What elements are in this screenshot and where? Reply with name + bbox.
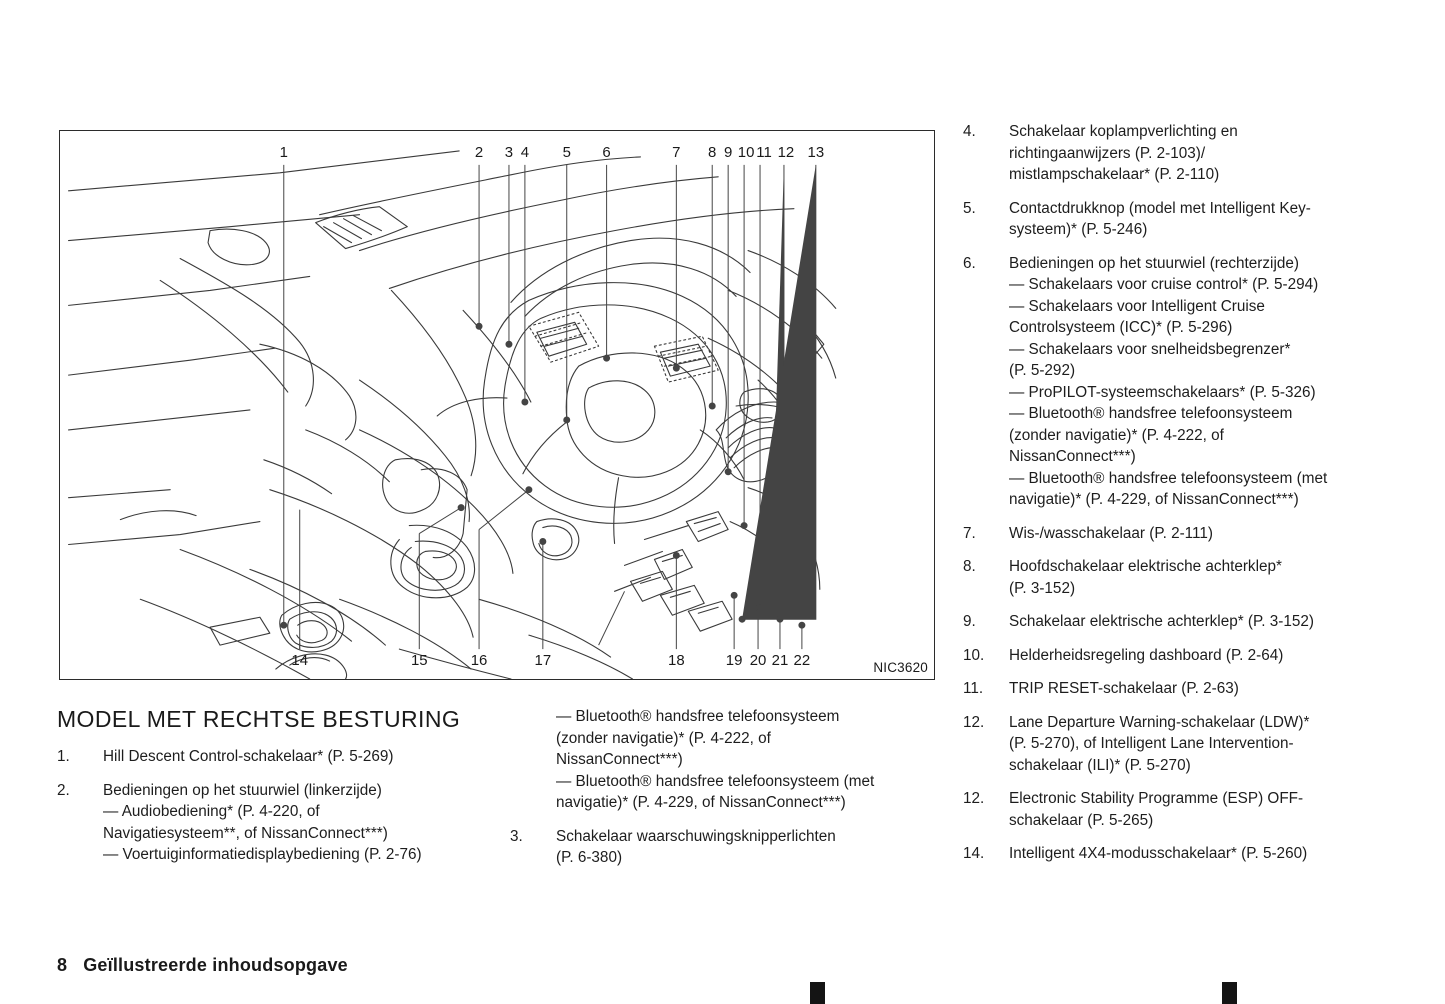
list-item xyxy=(57,746,487,768)
callout-number-10: 10 xyxy=(737,143,755,161)
item-text xyxy=(1009,253,1395,511)
callout-number-5: 5 xyxy=(562,143,571,161)
illustration-figure xyxy=(59,130,935,680)
item-text xyxy=(1009,198,1395,241)
item-text xyxy=(1009,523,1395,545)
callout-number-22: 22 xyxy=(793,652,811,670)
callout-number-1: 1 xyxy=(279,143,288,161)
item-line: NissanConnect***) xyxy=(1009,448,1136,465)
callout-number-3: 3 xyxy=(504,143,514,161)
item-line: (P. 3-152) xyxy=(1009,579,1076,597)
item-line: — Schakelaars voor Intelligent Cruise xyxy=(1009,297,1265,315)
item-line: schakelaar (ILI)* (P. 5-270) xyxy=(1009,756,1191,774)
item-line: richtingaanwijzers (P. 2-103)/ xyxy=(1009,144,1206,162)
item-text xyxy=(1009,645,1395,667)
left-text-column xyxy=(57,706,487,878)
item-number: 11. xyxy=(963,680,984,697)
item-number: 12. xyxy=(963,790,985,807)
item-number: 8. xyxy=(963,558,976,575)
item-line: schakelaar (P. 5-265) xyxy=(1009,811,1154,829)
list-item xyxy=(963,198,1395,241)
item-line: — Bluetooth® handsfree telefoonsysteem xyxy=(556,708,840,725)
item-line: — Voertuiginformatiedisplaybediening (P. 2-76) xyxy=(103,846,422,863)
item-line: Controlsysteem (ICC)* (P. 5-296) xyxy=(1009,319,1233,336)
list-item xyxy=(963,523,1395,545)
item-line: — Bluetooth® handsfree telefoonsysteem xyxy=(1009,405,1293,422)
middle-item-list xyxy=(510,826,942,869)
callout-number-15: 15 xyxy=(410,652,428,670)
item-line: navigatie)* (P. 4-229, of NissanConnect***) xyxy=(1009,491,1299,508)
item-line: systeem)* (P. 5-246) xyxy=(1009,221,1148,238)
item-text xyxy=(1009,678,1395,700)
item-text xyxy=(1009,121,1395,186)
item-number: 5. xyxy=(963,199,976,217)
item-text xyxy=(1009,788,1395,831)
item-line: Bedieningen op het stuurwiel (rechterzijde) xyxy=(1009,254,1299,272)
item-line: Schakelaar elektrische achterklep* (P. 3-152) xyxy=(1009,613,1314,630)
item-line: Helderheidsregeling dashboard (P. 2-64) xyxy=(1009,646,1284,664)
list-item xyxy=(963,645,1395,667)
item-line: — Schakelaars voor cruise control* (P. 5-294) xyxy=(1009,276,1319,293)
chapter-title: Geïllustreerde inhoudsopgave xyxy=(83,955,348,975)
item-line: NissanConnect***) xyxy=(556,751,683,768)
middle-text-column xyxy=(510,706,942,881)
callout-number-8: 8 xyxy=(708,143,717,161)
item-number: 9. xyxy=(963,613,976,630)
item-line: (P. 5-292) xyxy=(1009,362,1076,379)
callout-number-14: 14 xyxy=(291,652,309,670)
left-item-list xyxy=(57,746,487,866)
item-line: Hoofdschakelaar elektrische achterklep* xyxy=(1009,558,1282,575)
item-line: (P. 6-380) xyxy=(556,849,623,866)
item-line: (P. 5-270), of Intelligent Lane Intervention- xyxy=(1009,735,1294,752)
item-number: 1. xyxy=(57,748,70,765)
callout-number-7: 7 xyxy=(672,143,681,161)
item-line: — Bluetooth® handsfree telefoonsysteem (met xyxy=(1009,469,1328,487)
crop-mark xyxy=(810,982,825,1004)
item-line: Navigatiesysteem**, of NissanConnect***) xyxy=(103,824,388,842)
item-text xyxy=(1009,843,1395,865)
item-line: Electronic Stability Programme (ESP) OFF- xyxy=(1009,790,1304,807)
crop-mark xyxy=(1222,982,1237,1004)
callout-number-11: 11 xyxy=(756,143,772,161)
item-number: 6. xyxy=(963,254,976,272)
list-item xyxy=(510,826,942,869)
item-number: 4. xyxy=(963,123,976,140)
item-line: Schakelaar koplampverlichting en xyxy=(1009,123,1238,140)
list-item xyxy=(963,788,1395,831)
item-text xyxy=(1009,712,1395,777)
item-text xyxy=(103,780,487,866)
item-number: 14. xyxy=(963,845,985,862)
item-line: Bedieningen op het stuurwiel (linkerzijde) xyxy=(103,781,382,799)
page-footer xyxy=(57,955,348,976)
item-line: Schakelaar waarschuwingsknipperlichten xyxy=(556,827,836,845)
page-number: 8 xyxy=(57,955,68,975)
callout-number-12: 12 xyxy=(777,143,795,161)
list-item xyxy=(963,121,1395,186)
callout-number-19: 19 xyxy=(725,652,743,670)
callout-number-13: 13 xyxy=(807,143,825,161)
item-line: mistlampschakelaar* (P. 2-110) xyxy=(1009,166,1220,183)
list-item xyxy=(963,712,1395,777)
item-text xyxy=(556,826,942,869)
item-line: — Bluetooth® handsfree telefoonsysteem (met xyxy=(556,772,875,790)
list-item xyxy=(963,611,1395,633)
list-item xyxy=(963,556,1395,599)
list-item xyxy=(963,253,1395,511)
item-number: 12. xyxy=(963,713,985,731)
callout-number-6: 6 xyxy=(602,143,611,161)
callout-number-2: 2 xyxy=(474,143,484,161)
item-number: 2. xyxy=(57,781,70,799)
item-line: — Schakelaars voor snelheidsbegrenzer* xyxy=(1009,340,1291,358)
callout-number-20: 20 xyxy=(749,652,767,670)
callout-number-17: 17 xyxy=(534,652,552,670)
list-item xyxy=(57,780,487,866)
item-line: (zonder navigatie)* (P. 4-222, of xyxy=(556,729,771,747)
item-line: TRIP RESET-schakelaar (P. 2-63) xyxy=(1009,680,1239,697)
figure-id-label: NIC3620 xyxy=(873,660,928,675)
item-number: 10. xyxy=(963,646,985,664)
item-line: — Audiobediening* (P. 4-220, of xyxy=(103,803,320,820)
item-line: Hill Descent Control-schakelaar* (P. 5-269) xyxy=(103,748,394,765)
item-line: Lane Departure Warning-schakelaar (LDW)* xyxy=(1009,713,1310,731)
item-line: Intelligent 4X4-modusschakelaar* (P. 5-260) xyxy=(1009,845,1308,862)
callout-number-9: 9 xyxy=(724,143,733,161)
page-title: MODEL MET RECHTSE BESTURING xyxy=(57,706,461,732)
right-item-list xyxy=(963,121,1395,865)
list-item xyxy=(963,678,1395,700)
item-text xyxy=(1009,611,1395,633)
item-line: (zonder navigatie)* (P. 4-222, of xyxy=(1009,426,1224,444)
callout-number-4: 4 xyxy=(520,143,530,161)
item-line: — ProPILOT-systeemschakelaars* (P. 5-326) xyxy=(1009,383,1316,401)
right-text-column xyxy=(963,121,1395,877)
item-2-continuation xyxy=(510,706,942,814)
item-number: 3. xyxy=(510,827,523,845)
dashboard-line-art xyxy=(60,131,934,679)
list-item xyxy=(963,843,1395,865)
callout-number-21: 21 xyxy=(771,652,789,670)
item-text xyxy=(1009,556,1395,599)
item-line: Contactdrukknop (model met Intelligent Key- xyxy=(1009,199,1311,217)
callout-number-18: 18 xyxy=(668,652,685,670)
item-line: Wis-/wasschakelaar (P. 2-111) xyxy=(1009,524,1214,542)
item-number: 7. xyxy=(963,524,976,542)
item-text xyxy=(103,746,487,768)
item-line: navigatie)* (P. 4-229, of NissanConnect***) xyxy=(556,794,846,811)
callout-number-16: 16 xyxy=(470,652,488,670)
